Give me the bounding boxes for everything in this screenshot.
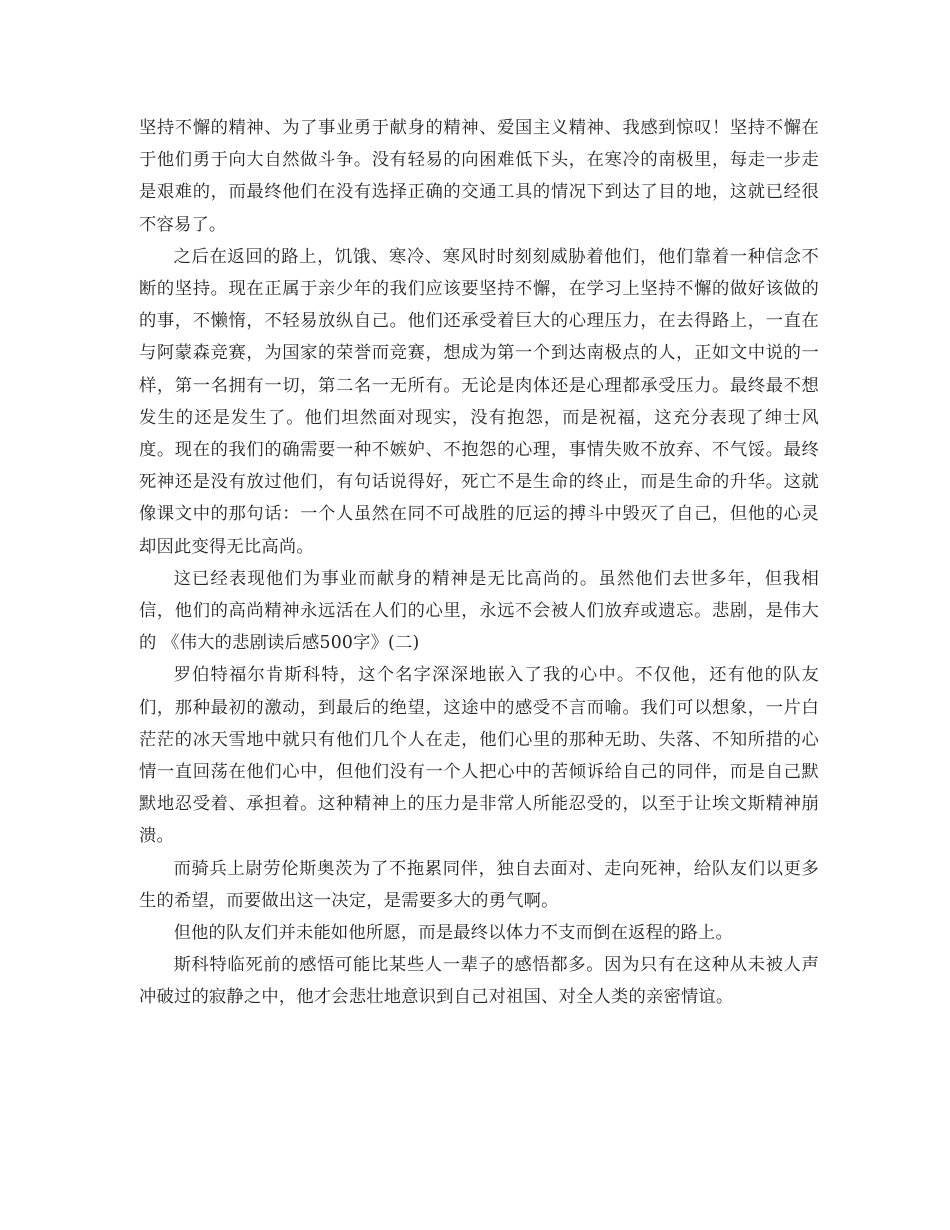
paragraph: 但他的队友们并未能如他所愿，而是最终以体力不支而倒在返程的路上。 <box>173 923 733 944</box>
paragraph: 斯科特临死前的感悟可能比某些人一辈子的感悟都多。因为只有在这种从未被人声冲破过的寂静之中，他才会悲壮地意识到自己对祖国、对全人类的亲密情谊。 <box>139 955 819 1008</box>
paragraph: 而骑兵上尉劳伦斯奥茨为了不拖累同伴，独自去面对、走向死神，给队友们以更多生的希望，而要做出这一决定，是需要多大的勇气啊。 <box>139 858 819 911</box>
paragraph: 罗伯特福尔肯斯科特，这个名字深深地嵌入了我的心中。不仅他，还有他的队友们，那种最初的激动，到最后的绝望，这途中的感受不言而喻。我们可以想象，一片白茫茫的冰天雪地中就只有他们几个人在走，他们心里的那种无助、失落、不知所措的心情一直回荡在他们心中，但他们没有一个人把心中的苦倾诉给自己的同伴，而是自己默默地忍受着、承担着。这种精神上的压力是非常人所能忍受的，以至于让埃文斯精神崩溃。 <box>139 665 819 847</box>
paragraph: 坚持不懈的精神、为了事业勇于献身的精神、爱国主义精神、我感到惊叹！坚持不懈在于他们勇于向大自然做斗争。没有轻易的向困难低下头，在寒冷的南极里，每走一步走是艰难的，而最终他们在没有选择正确的交通工具的情况下到达了目的地，这就已经很不容易了。 <box>139 118 819 235</box>
paragraph: 这已经表现他们为事业而献身的精神是无比高尚的。虽然他们去世多年，但我相信，他们的高尚精神永远活在人们的心里，永远不会被人们放弃或遗忘。悲剧，是伟大的 《伟大的悲剧读后感500字》(二) <box>139 568 819 654</box>
paragraph: 之后在返回的路上，饥饿、寒冷、寒风时时刻刻威胁着他们，他们靠着一种信念不断的坚持。现在正属于亲少年的我们应该要坚持不懈，在学习上坚持不懈的做好该做的的事，不懒惰，不轻易放纵自己。他们还承受着巨大的心理压力，在去得路上，一直在与阿蒙森竞赛，为国家的荣誉而竞赛，想成为第一个到达南极点的人，正如文中说的一样，第一名拥有一切，第二名一无所有。无论是肉体还是心理都承受压力。最终最不想发生的还是发生了。他们坦然面对现实，没有抱怨，而是祝福，这充分表现了绅士风度。现在的我们的确需要一种不嫉妒、不抱怨的心理，事情失败不放弃、不气馁。最终死神还是没有放过他们，有句话说得好，死亡不是生命的终止，而是生命的升华。这就像课文中的那句话：一个人虽然在同不可战胜的厄运的搏斗中毁灭了自己，但他的心灵却因此变得无比高尚。 <box>139 246 819 557</box>
body-text <box>139 112 819 1014</box>
